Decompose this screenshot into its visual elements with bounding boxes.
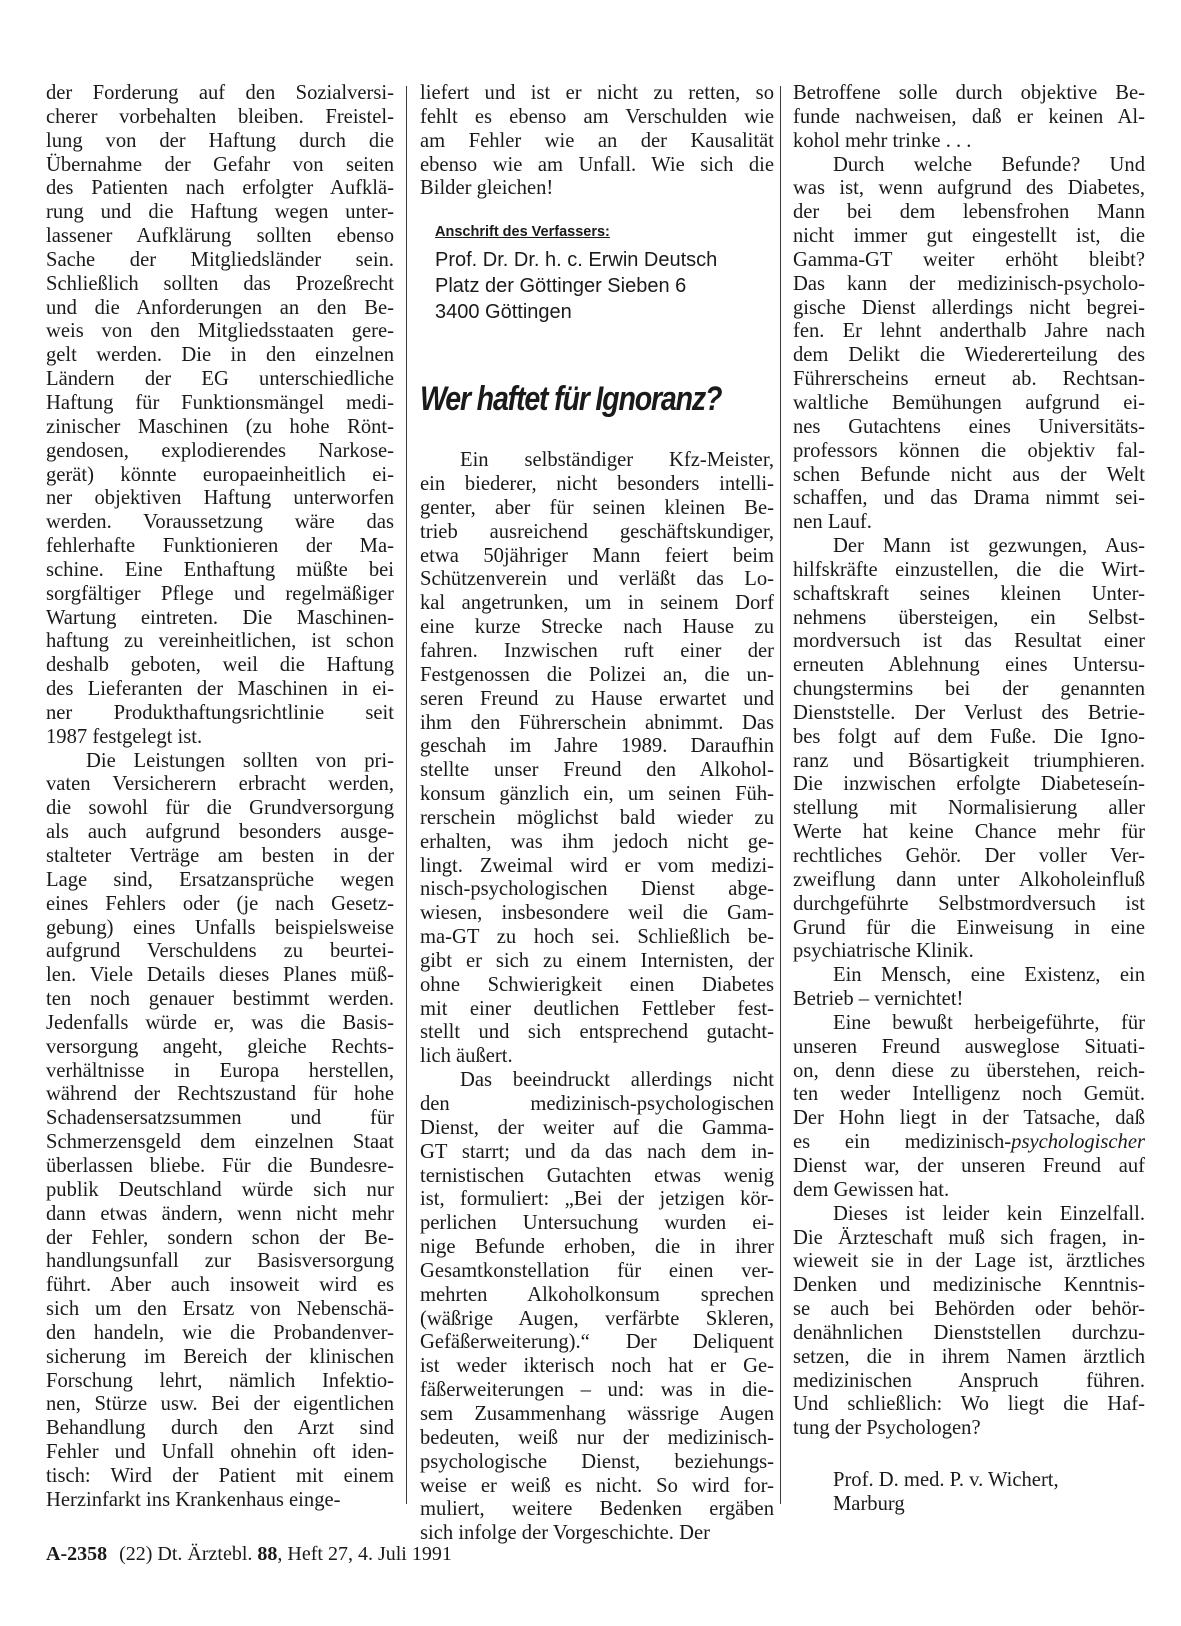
text-line: Die Leistungen sollten von pri- [86,749,394,772]
text-line: gelt werden. Die in den einzelnen [46,344,394,367]
text-line: gebung) eines Unfalls beispielsweise [46,916,394,939]
text-line: Und schließlich: Wo liegt die Haf- [793,1393,1145,1416]
text-line: ten weder Intelligenz noch Gemüt. [793,1083,1145,1106]
text-line: unseren Freund ausweglose Situati- [793,1035,1145,1058]
text-line: Betrieb – vernichtet! [793,988,964,1011]
text-line: weise er weiß es nicht. So wird for- [420,1474,774,1497]
text-line: Gefäßerweiterung).“ Der Deliquent [420,1331,774,1354]
text-line: 1987 festgelegt ist. [46,725,203,748]
text-line: (wäßrige Augen, verfärbte Skleren, [420,1307,774,1330]
text-line: gerät) könnte europaeinheitlich ei- [46,463,394,486]
text-line: se auch bei Behörden oder behör- [793,1298,1145,1321]
text-line: nes Gutachtens eines Universitäts- [793,415,1145,438]
text-line: len. Viele Details dieses Planes müß- [46,964,394,987]
text-line: sem Zusammenhang wässrige Augen [420,1402,774,1425]
text-line: nisch-psychologischen Dienst abge- [420,878,774,901]
text-line: eine kurze Strecke nach Hause zu [420,616,774,639]
text-line: mordversuch ist das Resultat einer [793,630,1145,653]
text-line: ten noch genauer bestimmt werden. [46,988,394,1011]
text-line: Bilder gleichen! [420,177,554,200]
text-line: zinischer Maschinen (zu hohe Rönt- [46,415,394,438]
text-line: fen. Er lehnt anderthalb Jahre nach [793,320,1145,343]
text-line: setzen, die in ihrem Namen ärztlich [793,1345,1145,1368]
paragraph [793,1203,1145,1441]
text-line: durchgeführte Selbstmordversuch ist [793,892,1145,915]
text-line: Gesamtkonstellation für einen ver- [420,1259,774,1282]
paragraph [46,82,394,750]
text-line: dem Delikt die Wiedererteilung des [793,344,1145,367]
text-line: professors können die objektiv fal- [793,439,1145,462]
text-line: ranz und Bösartigkeit triumphieren. [793,749,1145,772]
text-line: verhältnisse in Europa herstellen, [46,1059,394,1082]
author-address-label: Anschrift des Verfassers: [435,224,610,241]
text-line: versorgung angeht, gleiche Rechts- [46,1035,394,1058]
text-line: gendosen, explodierendes Narkose- [46,439,394,462]
text-line: chungstermins bei der genannten [793,678,1145,701]
text-line: weis von den Mitgliedsstaaten gere- [46,320,394,343]
text-line: Forschung lehrt, nämlich Infektio- [46,1369,394,1392]
text-line: Wartung eintreten. Die Maschinen- [46,606,394,629]
author-address [420,247,774,325]
text-line: Lage sind, Ersatzansprüche wegen [46,868,394,891]
text-line: Durch welche Befunde? Und [833,153,1145,176]
text-line: als auch aufgrund besonders ausge- [46,821,394,844]
volume-number: 88 [257,1543,278,1565]
text-line: Festgenossen die Polizei an, die un- [420,663,774,686]
text-line: Eine bewußt herbeigeführte, für [833,1011,1145,1034]
text-line: mehrten Alkoholkonsum sprechen [420,1283,774,1306]
text-line: denähnlichen Dienststellen durchzu- [793,1321,1145,1344]
text-line: ohne Schwierigkeit einen Diabetes [420,973,774,996]
text-line: zweiflung dann unter Alkoholeinfluß [793,868,1145,891]
text-line: Herzinfarkt ins Krankenhaus einge- [46,1488,341,1511]
text-line: ihm den Führerschein abnimmt. Das [420,711,774,734]
text-line: was ist, wenn aufgrund des Diabetes, [793,177,1145,200]
column-rule [780,86,781,1504]
text-line: überlassen bliebe. Für die Bundesre- [46,1154,394,1177]
column-1 [46,82,394,1513]
text-line: on, denn diese zu überstehen, reich- [793,1059,1145,1082]
text-line: gibt er sich zu einem Internisten, der [420,949,774,972]
text-line: und die Anforderungen an den Be- [46,296,394,319]
column-2 [420,82,774,1546]
text-line: rerschein möglichst bald wieder zu [420,806,774,829]
signature-line: Prof. D. med. P. v. Wichert, [833,1469,1059,1492]
text-line: publik Deutschland würde sich nur [46,1178,394,1201]
text-line: tung der Psychologen? [793,1417,981,1440]
text-line: Schmerzensgeld dem einzelnen Staat [46,1131,394,1154]
text-line: Gamma-GT weiter erhöht bleibt? [793,248,1145,271]
paragraph [793,535,1145,964]
text-line: Schließlich sollten das Prozeßrecht [46,272,394,295]
text-line: ma-GT zu hoch sei. Schließlich be- [420,926,774,949]
text-line: perlichen Untersuchung wurden ei- [420,1212,774,1235]
text-line: Ein Mensch, eine Existenz, ein [833,964,1145,987]
text-line: tisch: Wird der Patient mit einem [46,1464,394,1487]
text-line: lung von der Haftung durch die [46,129,394,152]
text-line: ist, formuliert: „Bei der jetzigen kör- [420,1188,774,1211]
text-line: bedeuten, weiß nur der medizinisch- [420,1426,774,1449]
text-line: dann etwas ändern, wenn nicht mehr [46,1202,394,1225]
address-line: Platz der Göttinger Sieben 6 [435,275,687,298]
paragraph [420,449,774,1069]
paragraph [420,1069,774,1546]
text-line: hilfskräfte einzustellen, die die Wirt- [793,558,1145,581]
text-line: Der Hohn liegt in der Tatsache, daß [793,1107,1145,1130]
text-line: Ländern der EG unterschiedliche [46,368,394,391]
text-line: wieweit sie in der Lage ist, ärztliches [793,1250,1145,1273]
text-line: fehlerhafte Funktionieren der Ma- [46,535,394,558]
text-line: muliert, weitere Bedenken ergäben [420,1498,774,1521]
text-line: kal angetrunken, um in seinem Dorf [420,592,774,615]
text-line: konsum gänzlich ein, um seinen Füh- [420,783,774,806]
text-line: lingt. Zweimal wird er vom medizi- [420,854,774,877]
text-line: funde nachweisen, daß er keinen Al- [793,105,1145,128]
text-line: aufgrund Verschuldens zu beurtei- [46,940,394,963]
emphasis: psychologischer [1011,1131,1145,1154]
text-line: trieb ausreichend geschäftskundiger, [420,520,774,543]
text-line: haftung zu vereinheitlichen, ist schon [46,630,394,653]
text-line: schaftskraft seines kleinen Unter- [793,582,1145,605]
text-line: Sache der Mitgliedsländer sein. [46,248,394,271]
text-line: Jedenfalls würde er, was die Basis- [46,1011,394,1034]
text-line: fahren. Inzwischen ruft einer der [420,639,774,662]
text-line: stellung mit Normalisierung aller [793,797,1145,820]
text-line: sich infolge der Vorgeschichte. Der [420,1522,710,1545]
text-line: lassener Aufklärung sollten ebenso [46,225,394,248]
text-line: Die inzwischen erfolgte Diabeteseín- [793,773,1145,796]
text-line: Dienst war, der unseren Freund auf [793,1154,1145,1177]
text-line: kohol mehr trinke . . . [793,129,972,152]
page-footer [46,1543,452,1566]
text-line: schaffen, und das Drama nimmt sei- [793,487,1145,510]
text-line: rechtliches Gehör. Der voller Ver- [793,845,1145,867]
text-line: Dienststelle. Der Verlust des Betrie- [793,701,1145,724]
text-line: Übernahme der Gefahr von seiten [46,153,394,176]
text-line: sicherung im Bereich der klinischen [46,1345,394,1368]
text-line: Der Mann ist gezwungen, Aus- [833,535,1145,558]
text-line: handlungsunfall zur Basisversorgung [46,1250,394,1273]
paragraph [793,154,1145,536]
text-line: der Fehler, sondern schon der Be- [46,1226,394,1249]
text-line: cherer vorbehalten bleiben. Freistel- [46,105,394,128]
text-line: sorgfältiger Pflege und regelmäßiger [46,582,394,605]
author-signature [793,1469,1145,1517]
text-line: Das beeindruckt allerdings nicht [460,1069,774,1092]
text-line: dem Gewissen hat. [793,1178,950,1201]
text-line: den handeln, wie die Probandenver- [46,1321,394,1344]
text-line: am Fehler wie an der Kausalität [420,129,774,152]
text-line: nicht immer gut eingestellt ist, die [793,225,1145,248]
text-line: GT starrt; und da das nach dem in- [420,1140,774,1163]
issue-date: , Heft 27, 4. Juli 1991 [277,1543,452,1565]
text-line: ist weder ikterisch noch hat er Ge- [420,1355,774,1378]
text-line: lich äußert. [420,1045,513,1068]
text-line: ternistischen Gutachten etwas wenig [420,1164,774,1187]
text-line: mit einer deutlichen Fettleber fest- [420,997,774,1020]
text-line: Haftung für Funktionsmängel medi- [46,391,394,414]
text-line: genter, aber für seinen kleinen Be- [420,496,774,519]
journal-citation: (22) Dt. Ärztebl. [119,1543,258,1565]
column-rule [406,86,407,1504]
text-line: der Forderung auf den Sozialversi- [46,82,394,104]
paragraph [46,750,394,1513]
text-line: stellte unser Freund den Alkohol- [420,759,774,782]
text-line: stellt und sich entsprechend gutacht- [420,1021,774,1044]
text-line: psychologische Dienst, beziehungs- [420,1450,774,1473]
text-line: stalteter Verträge am besten in der [46,845,394,867]
text-line: erneuten Ablehnung eines Untersu- [793,654,1145,677]
text-line: sich um den Ersatz von Nebenschä- [46,1298,394,1321]
text-line: fehlt es ebenso am Verschulden wie [420,105,774,128]
text-line: liefert und ist er nicht zu retten, so [420,82,774,104]
page-code: A-2358 [46,1543,108,1565]
text-line: der bei dem lebensfrohen Mann [793,201,1145,224]
paragraph [793,964,1145,1012]
column-3 [793,82,1145,1517]
text-line: schine. Eine Enthaftung müßte bei [46,558,394,581]
text-line: Grund für die Einweisung in eine [793,916,1145,939]
text-line: es ein medizinisch-psychologischer [793,1131,1145,1154]
text-line: deshalb geboten, weil die Haftung [46,654,394,677]
paragraph [793,82,1145,154]
text-line: Denken und medizinische Kenntnis- [793,1274,1145,1297]
address-line: 3400 Göttingen [435,301,572,324]
text-line: fäßerweiterungen – und: was in die- [420,1379,774,1402]
text-line: Dienst, der weiter auf die Gamma- [420,1116,774,1139]
text-line: schen Befunde nicht aus der Welt [793,463,1145,486]
address-line: Prof. Dr. Dr. h. c. Erwin Deutsch [435,249,718,272]
text-line: Schadensersatzsummen und für [46,1107,394,1130]
text-line: geschah im Jahre 1989. Daraufhin [420,735,774,758]
text-line: Behandlung durch den Arzt sind [46,1417,394,1440]
text-line: nen Lauf. [793,511,872,534]
text-line: des Lieferanten der Maschinen in ei- [46,678,394,701]
text-line: werden. Voraussetzung wäre das [46,511,394,534]
text-line: medizinischen Anspruch führen. [793,1369,1145,1392]
text-line: Betroffene solle durch objektive Be- [793,82,1145,104]
text-line: Das kann der medizinisch-psycholo- [793,272,1145,295]
text-line: Die Ärzteschaft muß sich fragen, in- [793,1226,1145,1249]
text-line: bes folgt auf dem Fuße. Die Igno- [793,725,1145,748]
text-line: vaten Versicherern erbracht werden, [46,773,394,796]
text-line: ebenso wie am Unfall. Wie sich die [420,153,774,176]
text-line: ner objektiven Haftung unterworfen [46,487,394,510]
text-line: wiesen, insbesondere weil die Gam- [420,902,774,925]
text-line: erhalten, was ihm jedoch nicht ge- [420,830,774,853]
text-line: Dieses ist leider kein Einzelfall. [833,1202,1145,1225]
text-line: Fehler und Unfall ohnehin oft iden- [46,1441,394,1464]
text-line: ein biederer, nicht besonders intelli- [420,473,774,496]
text-line: nige Befunde erhoben, die in ihrer [420,1236,774,1259]
text-line: rung und die Haftung wegen unter- [46,201,394,224]
text-line: nen, Stürze usw. Bei der eigentlichen [46,1393,394,1416]
text-line: den medizinisch-psychologischen [420,1093,774,1115]
text-line: seren Freund zu Hause erwartet und [420,687,774,710]
paragraph [420,82,774,201]
text-line: Führerscheins erneut ab. Rechtsan- [793,368,1145,391]
text-line: Werte hat keine Chance mehr für [793,821,1145,844]
text-line: eines Fehlers oder (je nach Gesetz- [46,892,394,915]
text-line: des Patienten nach erfolgter Aufklä- [46,177,394,200]
text-line: psychiatrische Klinik. [793,940,974,963]
text-line: nehmens übersteigen, ein Selbst- [793,606,1145,629]
text-line: etwa 50jähriger Mann feiert beim [420,544,774,567]
paragraph [793,1012,1145,1203]
signature-line: Marburg [833,1492,905,1515]
text-line: führt. Aber auch insoweit wird es [46,1274,394,1297]
text-line: die sowohl für die Grundversorgung [46,797,394,820]
article-headline: Wer haftet für Ignoranz? [420,380,722,419]
text-line: während der Rechtszustand für hohe [46,1083,394,1106]
text-line: Ein selbständiger Kfz-Meister, [460,449,774,472]
text-line: Schützenverein und verläßt das Lo- [420,568,774,591]
text-line: waltliche Bemühungen aufgrund ei- [793,391,1145,414]
text-line: gische Dienst allerdings nicht begrei- [793,296,1145,319]
text-line: ner Produkthaftungsrichtlinie seit [46,701,394,724]
